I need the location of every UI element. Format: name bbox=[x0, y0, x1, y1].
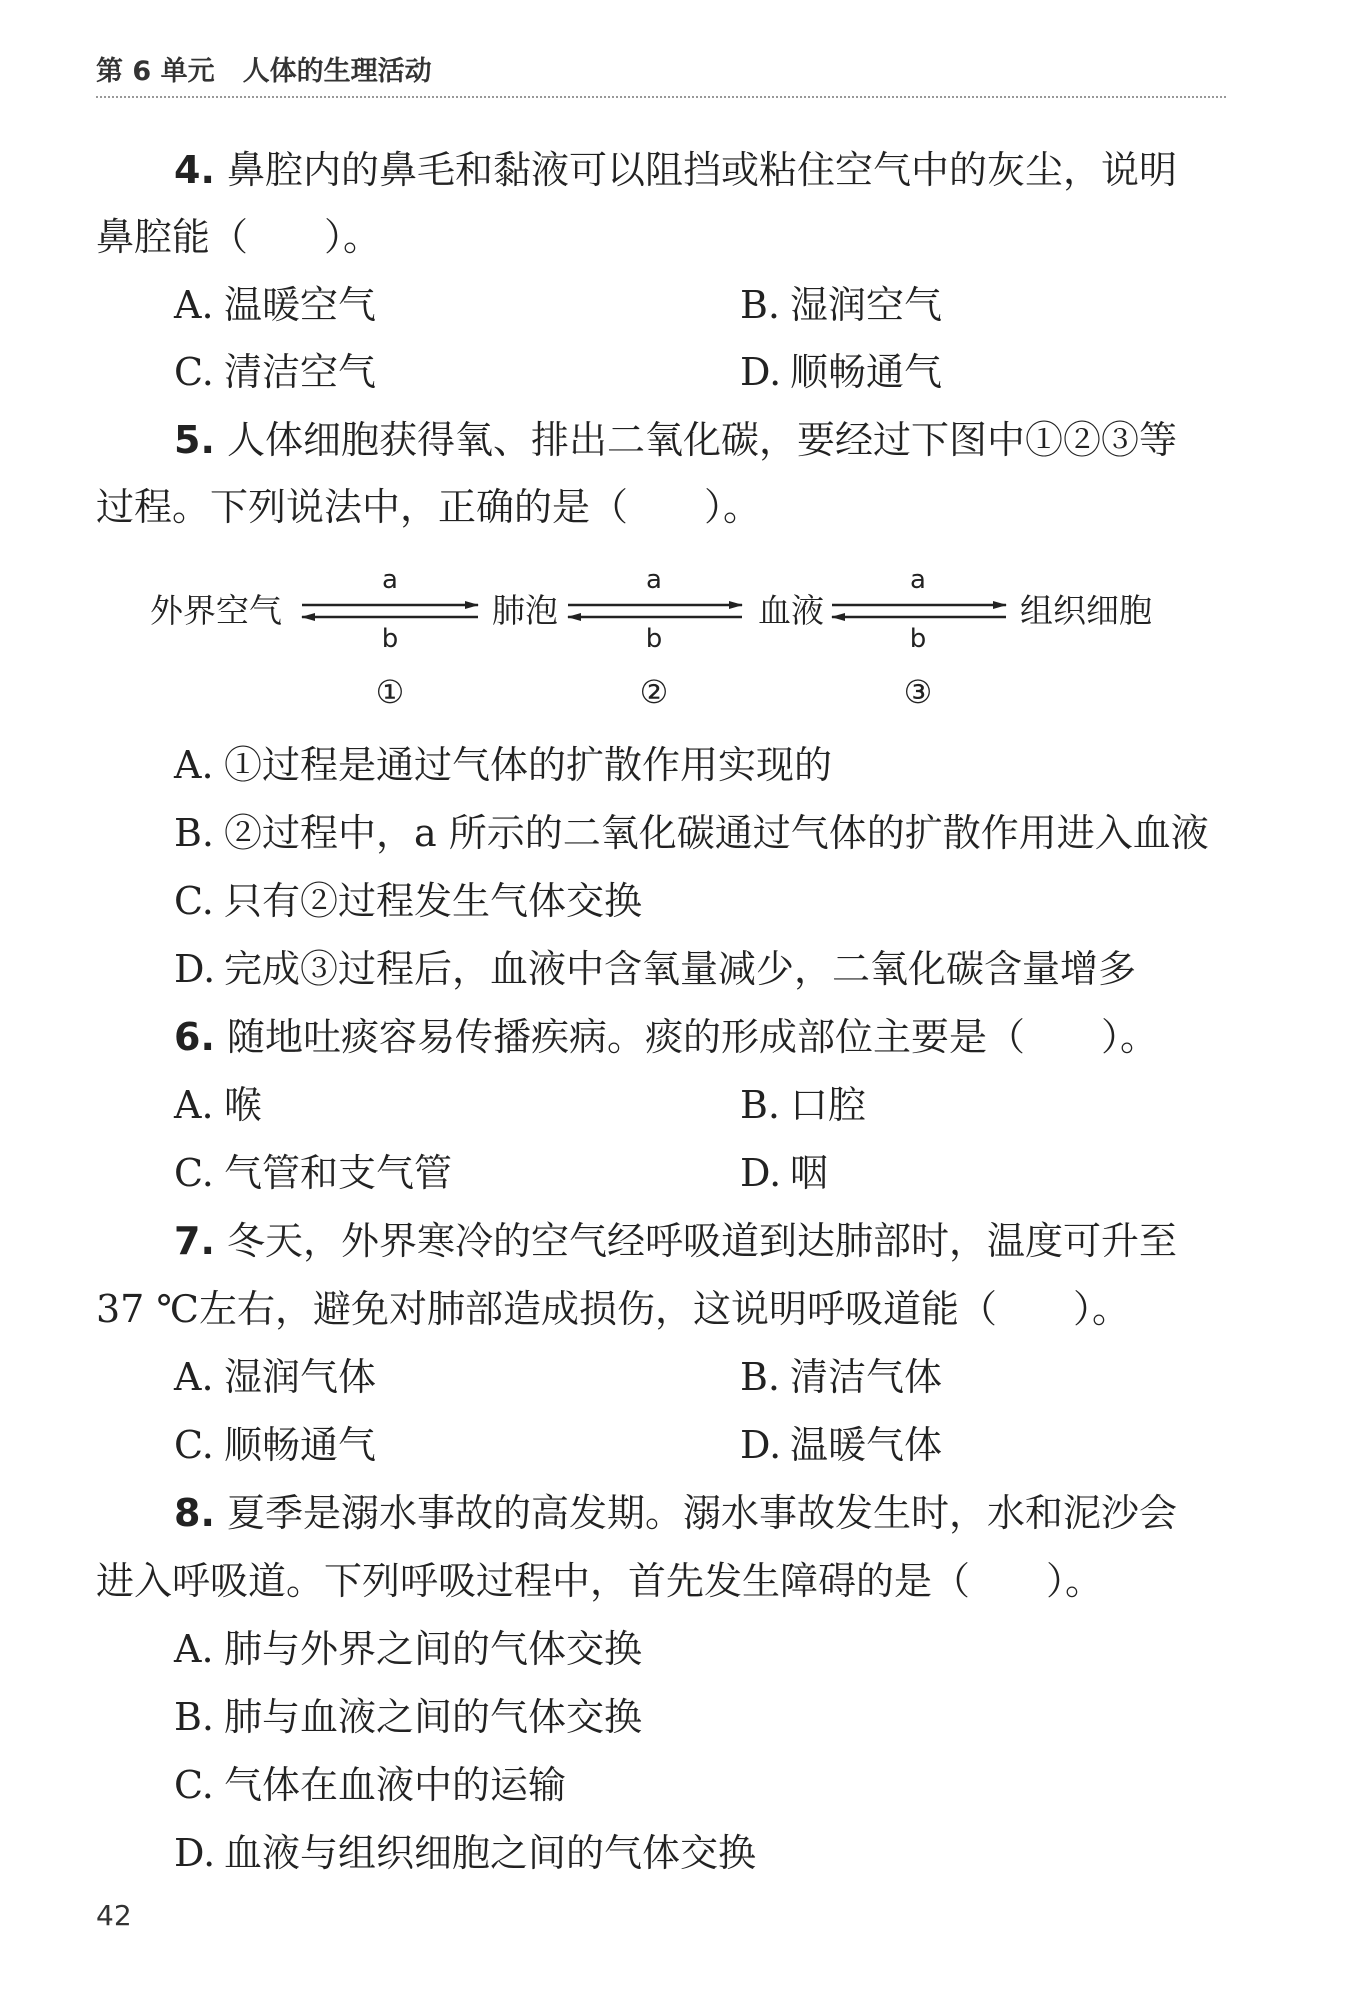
q7-option-a: A. 湿润气体 bbox=[174, 1355, 377, 1399]
q6-option-c: C. 气管和支气管 bbox=[174, 1151, 453, 1195]
q8-option-a: A. 肺与外界之间的气体交换 bbox=[174, 1627, 643, 1671]
q4-option-b: B. 湿润空气 bbox=[740, 283, 943, 327]
q5-stem-line2: 过程。下列说法中，正确的是（ ）。 bbox=[96, 485, 762, 529]
q4-number: 4. bbox=[174, 148, 215, 192]
q7-stem-text: 冬天，外界寒冷的空气经呼吸道到达肺部时，温度可升至 bbox=[226, 1219, 1177, 1263]
q8-option-c: C. 气体在血液中的运输 bbox=[174, 1763, 567, 1807]
page-header bbox=[96, 52, 1226, 98]
q8-option-b: B. 肺与血液之间的气体交换 bbox=[174, 1695, 643, 1739]
node-outside-air: 外界空气 bbox=[150, 591, 282, 630]
q7-option-d: D. 温暖气体 bbox=[740, 1423, 943, 1467]
page-number: 42 bbox=[96, 1899, 132, 1932]
q6-option-d: D. 咽 bbox=[740, 1151, 829, 1195]
q6-stem-text: 随地吐痰容易传播疾病。痰的形成部位主要是（ ）。 bbox=[226, 1015, 1158, 1059]
label-a-3: a bbox=[910, 565, 926, 595]
q8-option-d: D. 血液与组织细胞之间的气体交换 bbox=[174, 1831, 757, 1875]
q7-option-c: C. 顺畅通气 bbox=[174, 1423, 377, 1467]
label-a-1: a bbox=[382, 565, 398, 595]
q6-stem-line1 bbox=[174, 1012, 1158, 1062]
step-1: ① bbox=[375, 673, 405, 711]
unit-title: 人体的生理活动 bbox=[242, 56, 432, 87]
q5-stem-text: 人体细胞获得氧、排出二氧化碳，要经过下图中①②③等 bbox=[226, 418, 1177, 462]
q4-option-c: C. 清洁空气 bbox=[174, 350, 377, 394]
q7-number: 7. bbox=[174, 1219, 215, 1263]
q8-number: 8. bbox=[174, 1491, 215, 1535]
q5-option-b: B. ②过程中，a 所示的二氧化碳通过气体的扩散作用进入血液 bbox=[174, 811, 1209, 855]
node-alveoli: 肺泡 bbox=[492, 591, 558, 630]
q5-option-a: A. ①过程是通过气体的扩散作用实现的 bbox=[174, 743, 833, 787]
node-blood: 血液 bbox=[758, 591, 824, 630]
q4-stem-line2: 鼻腔能（ ）。 bbox=[96, 215, 382, 259]
q6-option-b: B. 口腔 bbox=[740, 1083, 867, 1127]
q5-option-c: C. 只有②过程发生气体交换 bbox=[174, 879, 643, 923]
diagram-arrows bbox=[0, 560, 1349, 730]
label-b-2: b bbox=[645, 624, 663, 654]
q7-stem-line1 bbox=[174, 1216, 1177, 1266]
q4-stem-line1 bbox=[174, 145, 1177, 195]
node-tissue-cells: 组织细胞 bbox=[1020, 591, 1152, 630]
label-a-2: a bbox=[646, 565, 662, 595]
q6-number: 6. bbox=[174, 1015, 215, 1059]
gas-exchange-diagram bbox=[0, 560, 1349, 730]
q8-stem-text: 夏季是溺水事故的高发期。溺水事故发生时，水和泥沙会 bbox=[226, 1491, 1177, 1535]
q7-option-b: B. 清洁气体 bbox=[740, 1355, 943, 1399]
q4-option-a: A. 温暖空气 bbox=[174, 283, 377, 327]
step-2: ② bbox=[639, 673, 669, 711]
q8-stem-line1 bbox=[174, 1488, 1177, 1538]
q5-number: 5. bbox=[174, 418, 215, 462]
q5-option-d: D. 完成③过程后，血液中含氧量减少，二氧化碳含量增多 bbox=[174, 947, 1137, 991]
q6-option-a: A. 喉 bbox=[174, 1083, 263, 1127]
q4-option-d: D. 顺畅通气 bbox=[740, 350, 943, 394]
label-b-1: b bbox=[381, 624, 399, 654]
q8-stem-line2: 进入呼吸道。下列呼吸过程中，首先发生障碍的是（ ）。 bbox=[96, 1559, 1104, 1603]
step-3: ③ bbox=[903, 673, 933, 711]
q5-stem-line1 bbox=[174, 415, 1177, 465]
unit-number: 第 6 单元 bbox=[96, 56, 215, 87]
label-b-3: b bbox=[909, 624, 927, 654]
q4-stem-text: 鼻腔内的鼻毛和黏液可以阻挡或粘住空气中的灰尘，说明 bbox=[226, 148, 1177, 192]
q7-stem-line2: 37 ℃左右，避免对肺部造成损伤，这说明呼吸道能（ ）。 bbox=[96, 1287, 1130, 1331]
